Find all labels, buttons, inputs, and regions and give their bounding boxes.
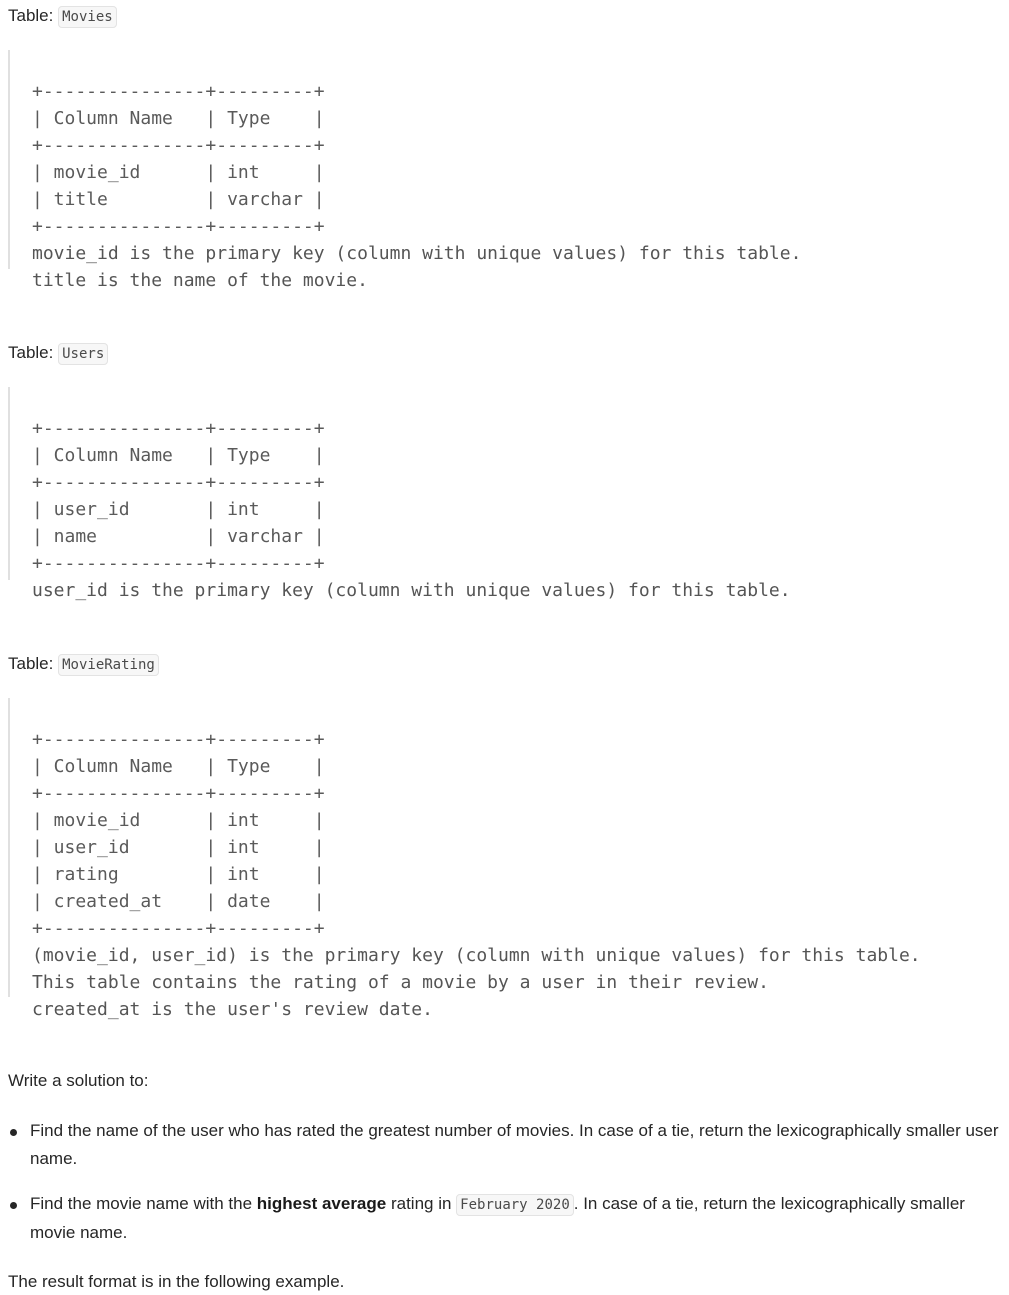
prompt-text: Write a solution to: — [8, 1071, 149, 1090]
schema-line: +---------------+---------+ — [32, 216, 325, 237]
schema-note: movie_id is the primary key (column with unique values) for this table. — [32, 243, 802, 264]
table-name-code: Users — [58, 343, 108, 365]
bullet-icon — [10, 1129, 17, 1136]
schema-block-movies — [8, 50, 802, 291]
table-section-users — [8, 338, 108, 368]
schema-line: | Column Name | Type | — [32, 445, 325, 466]
schema-line: +---------------+---------+ — [32, 418, 325, 439]
schema-note: created_at is the user's review date. — [32, 999, 433, 1020]
schema-line: | created_at | date | — [32, 891, 325, 912]
table-label: Table: MovieRating — [8, 649, 159, 679]
schema-note: This table contains the rating of a movie by a user in their review. — [32, 972, 769, 993]
table-name-code: Movies — [58, 6, 117, 28]
list-item — [8, 1117, 1003, 1173]
task-text: Find the name of the user who has rated the greatest number of movies. In case of a tie, return the lexicographically smaller user name. — [30, 1121, 999, 1168]
schema-line: +---------------+---------+ — [32, 918, 325, 939]
task-text-mid: rating in — [386, 1194, 457, 1213]
schema-line: +---------------+---------+ — [32, 81, 325, 102]
table-section-movierating — [8, 649, 159, 679]
schema-note: user_id is the primary key (column with unique values) for this table. — [32, 580, 791, 601]
schema-line: | movie_id | int | — [32, 162, 325, 183]
schema-block-users — [8, 387, 791, 601]
task-text-before: Find the movie name with the — [30, 1194, 257, 1213]
date-code: February 2020 — [456, 1194, 574, 1216]
schema-line: +---------------+---------+ — [32, 472, 325, 493]
table-label: Table: Movies — [8, 1, 117, 31]
bullet-icon — [10, 1202, 17, 1209]
schema-line: +---------------+---------+ — [32, 729, 325, 750]
table-name-code: MovieRating — [58, 654, 159, 676]
schema-block-movierating — [8, 698, 921, 1020]
schema-line: | user_id | int | — [32, 837, 325, 858]
schema-line: +---------------+---------+ — [32, 553, 325, 574]
schema-line: | title | varchar | — [32, 189, 325, 210]
schema-note: (movie_id, user_id) is the primary key (column with unique values) for this table. — [32, 945, 921, 966]
task-list — [8, 1117, 1003, 1247]
schema-line: | rating | int | — [32, 864, 325, 885]
table-section-movies — [8, 1, 117, 31]
emphasis-text: highest average — [256, 1194, 387, 1213]
list-item — [8, 1190, 1003, 1247]
task-text-after: . In case of a tie, return the lexicographically smaller movie name. — [30, 1194, 965, 1242]
schema-line: | movie_id | int | — [32, 810, 325, 831]
result-format-note: The result format is in the following example. — [8, 1272, 345, 1291]
schema-line: | Column Name | Type | — [32, 108, 325, 129]
schema-note: title is the name of the movie. — [32, 270, 368, 291]
schema-line: | user_id | int | — [32, 499, 325, 520]
schema-line: | Column Name | Type | — [32, 756, 325, 777]
schema-line: +---------------+---------+ — [32, 783, 325, 804]
schema-line: | name | varchar | — [32, 526, 325, 547]
schema-line: +---------------+---------+ — [32, 135, 325, 156]
table-label: Table: Users — [8, 338, 108, 368]
